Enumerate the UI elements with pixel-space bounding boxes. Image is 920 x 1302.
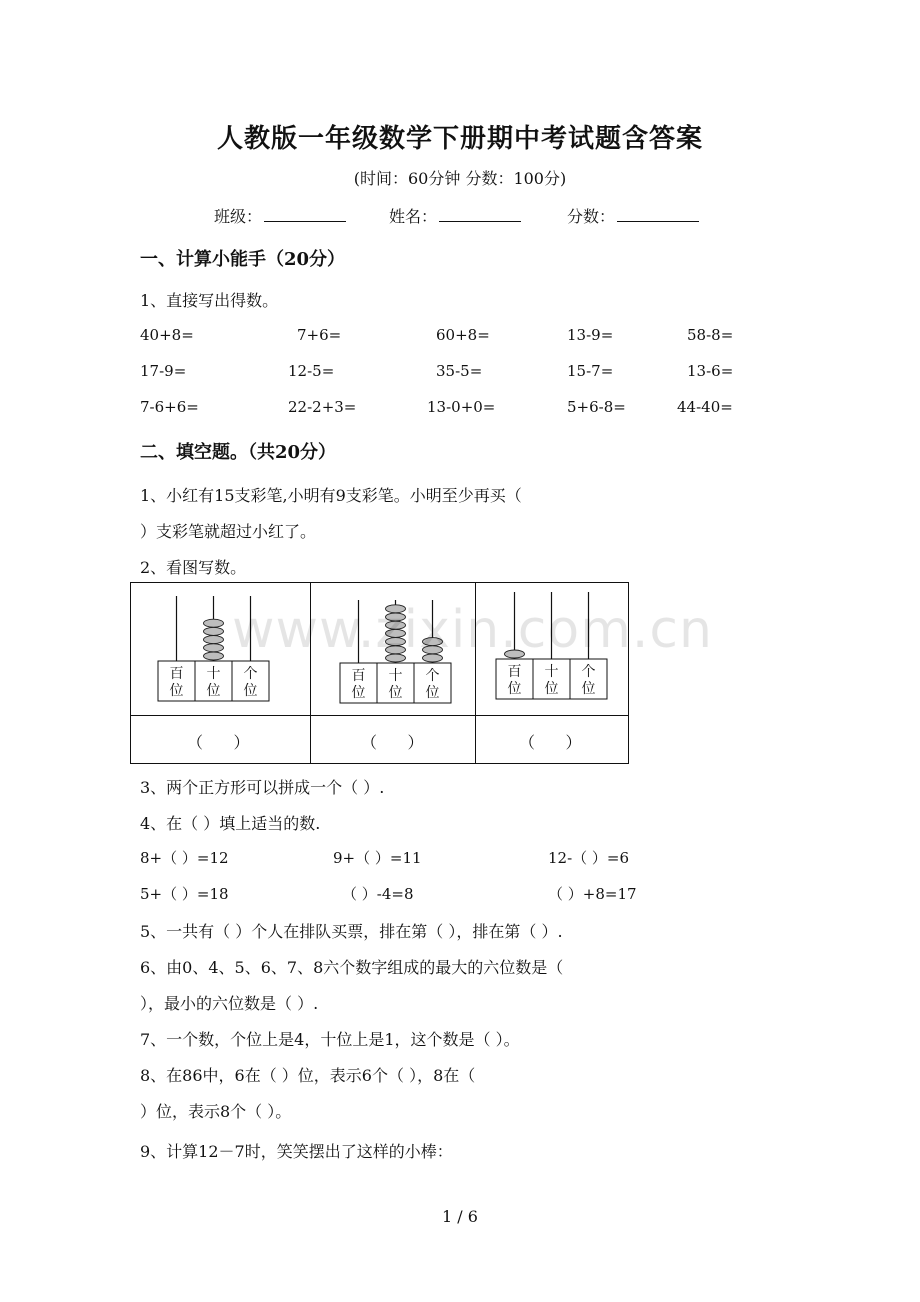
place-label: 位: [507, 681, 522, 697]
question-2-8-cont: ）位，表示8个（ ）。: [140, 1102, 292, 1121]
abacus-answer-2[interactable]: （ ）: [361, 733, 424, 752]
watermark: www.zixin.com.cn: [232, 600, 713, 660]
score-label: 分数：: [567, 207, 616, 226]
place-label: 百: [169, 666, 184, 682]
place-label: 十: [544, 664, 559, 680]
question-2-6: 6、由0、4、5、6、7、8六个数字组成的最大的六位数是（: [140, 958, 564, 977]
page-number: 1 / 6: [442, 1207, 478, 1226]
question-1-1: 1、直接写出得数。: [140, 291, 279, 310]
place-label: 位: [206, 683, 221, 699]
score-field: [567, 204, 699, 227]
calc-item: 12-5=: [288, 362, 335, 380]
place-label: 百: [507, 664, 522, 680]
question-2-4: 4、在（ ）填上适当的数.: [140, 814, 321, 833]
question-2-6-cont: ），最小的六位数是（ ）.: [140, 994, 319, 1013]
section1-heading: 一、计算小能手（20分）: [140, 249, 346, 270]
calc-item: 35-5=: [436, 362, 483, 380]
name-label: 姓名：: [389, 207, 438, 226]
calc-item: 58-8=: [687, 326, 734, 344]
fill-item: 12-（ ）=6: [548, 849, 630, 867]
place-label: 位: [581, 681, 596, 697]
fill-item: 8+（ ）=12: [140, 849, 229, 867]
place-label: 位: [388, 685, 403, 701]
place-label: 十: [388, 668, 403, 684]
question-2-9: 9、计算12－7时，笑笑摆出了这样的小棒：: [140, 1142, 453, 1161]
calc-item: 5+6-8=: [567, 398, 626, 416]
abacus-bead: [204, 644, 224, 652]
calc-item: 44-40=: [677, 398, 733, 416]
abacus-bead: [204, 627, 224, 635]
place-label: 位: [544, 681, 559, 697]
place-label: 十: [206, 666, 221, 682]
fill-item: 5+（ ）=18: [140, 885, 229, 903]
place-label: 位: [425, 685, 440, 701]
calc-item: 17-9=: [140, 362, 187, 380]
place-label: 百: [351, 668, 366, 684]
question-2-5: 5、一共有（ ）个人在排队买票，排在第（ ），排在第（ ）.: [140, 922, 563, 941]
page-title: 人教版一年级数学下册期中考试题含答案: [216, 124, 703, 154]
abacus-answer-1[interactable]: （ ）: [187, 733, 250, 752]
question-2-3: 3、两个正方形可以拼成一个（ ）.: [140, 778, 385, 797]
exam-info: (时间：60分钟 分数：100分): [353, 169, 567, 188]
place-label: 位: [351, 685, 366, 701]
score-blank[interactable]: [617, 207, 699, 222]
place-label: 个: [425, 668, 440, 684]
section2-heading: 二、填空题。（共20分）: [140, 442, 337, 463]
abacus-bead: [204, 636, 224, 644]
calc-item: 7+6=: [297, 326, 342, 344]
place-label: 位: [169, 683, 184, 699]
calc-item: 60+8=: [436, 326, 490, 344]
place-label: 个: [581, 664, 596, 680]
calc-item: 15-7=: [567, 362, 614, 380]
place-label: 个: [243, 666, 258, 682]
class-field: [214, 204, 346, 227]
calc-item: 13-0+0=: [427, 398, 496, 416]
class-label: 班级：: [214, 207, 263, 226]
name-blank[interactable]: [439, 207, 521, 222]
calc-item: 40+8=: [140, 326, 194, 344]
fill-item: （ ）+8=17: [548, 885, 637, 903]
class-blank[interactable]: [264, 207, 346, 222]
fill-item: 9+（ ）=11: [333, 849, 422, 867]
abacus-answer-3[interactable]: （ ）: [519, 733, 582, 752]
name-field: [389, 204, 521, 227]
question-2-1-cont: ）支彩笔就超过小红了。: [140, 522, 317, 541]
question-2-8: 8、在86中，6在（ ）位，表示6个（ ），8在（: [140, 1066, 476, 1085]
place-label: 位: [243, 683, 258, 699]
abacus-bead: [204, 619, 224, 627]
fill-item: （ ）-4=8: [342, 885, 414, 903]
calc-item: 22-2+3=: [288, 398, 357, 416]
question-2-7: 7、一个数，个位上是4，十位上是1，这个数是（ ）。: [140, 1030, 520, 1049]
calc-item: 7-6+6=: [140, 398, 199, 416]
question-2-1: 1、小红有15支彩笔,小明有9支彩笔。小明至少再买（: [140, 486, 522, 505]
calc-item: 13-9=: [567, 326, 614, 344]
abacus-bead: [204, 652, 224, 660]
question-2-2: 2、看图写数。: [140, 558, 247, 577]
calc-item: 13-6=: [687, 362, 734, 380]
